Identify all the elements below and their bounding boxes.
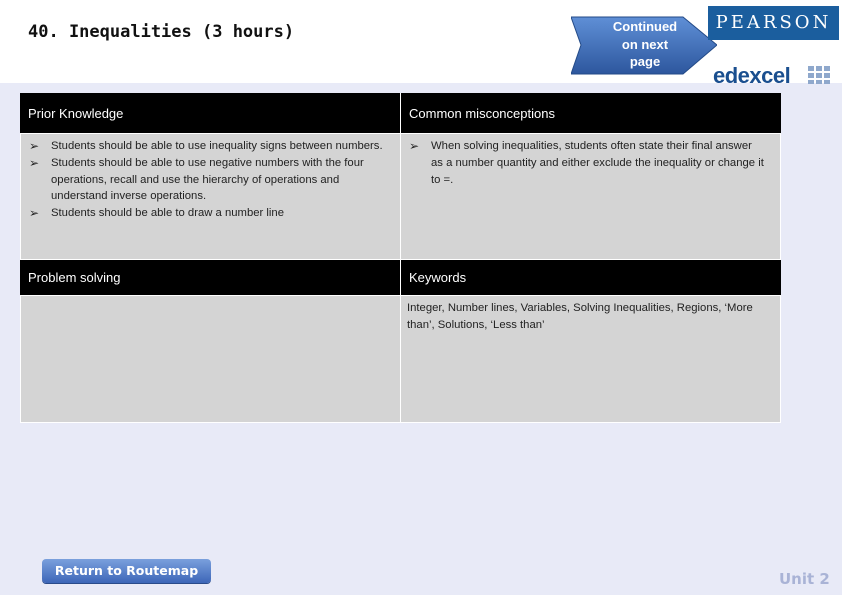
prior-knowledge-item-3: Students should be able to draw a number line xyxy=(51,207,284,220)
prior-knowledge-item-2: Students should be able to use negative numbers with the four operations, recall and use the hierarchy of operations and understand inverse operations. xyxy=(51,156,364,203)
edexcel-grid-icon xyxy=(808,66,832,84)
continued-on-next-page-label xyxy=(591,18,699,71)
prior-knowledge-item-1: Students should be able to use inequality signs between numbers. xyxy=(51,140,383,152)
arrow-bullet-icon: ➢ xyxy=(409,139,420,153)
prior-knowledge-heading: Prior Knowledge xyxy=(20,93,400,133)
edexcel-logo: edexcel xyxy=(713,63,791,88)
unit-overview-table xyxy=(20,93,781,423)
list-item xyxy=(409,138,766,188)
problem-solving-heading: Problem solving xyxy=(20,260,400,295)
continued-line-2: on next xyxy=(621,36,669,52)
prior-knowledge-body xyxy=(20,133,401,260)
keywords-body: Integer, Number lines, Variables, Solving Inequalities, Regions, ‘More than’, Solutions, ‘Less than’ xyxy=(400,295,781,423)
arrow-bullet-icon: ➢ xyxy=(29,206,40,221)
arrow-bullet-icon: ➢ xyxy=(29,139,40,153)
list-item xyxy=(29,205,392,222)
keywords-heading: Keywords xyxy=(400,260,781,295)
common-misconceptions-heading: Common misconceptions xyxy=(400,93,781,133)
return-to-routemap-button[interactable]: Return to Routemap xyxy=(42,559,211,583)
misconception-item-1: When solving inequalities, students often state their final answer as a number quantity and either exclude the inequality or change it to =. xyxy=(431,140,764,186)
list-item xyxy=(29,138,392,155)
arrow-bullet-icon: ➢ xyxy=(29,155,40,170)
problem-solving-body xyxy=(20,295,401,423)
continued-line-3: page xyxy=(629,54,661,69)
unit-label: Unit 2 xyxy=(779,570,830,588)
continued-line-1: Continued xyxy=(612,19,678,34)
page-title: 40. Inequalities (3 hours) xyxy=(28,22,295,42)
pearson-logo: PEARSON xyxy=(708,6,839,40)
common-misconceptions-body xyxy=(400,133,781,260)
list-item xyxy=(29,155,392,205)
